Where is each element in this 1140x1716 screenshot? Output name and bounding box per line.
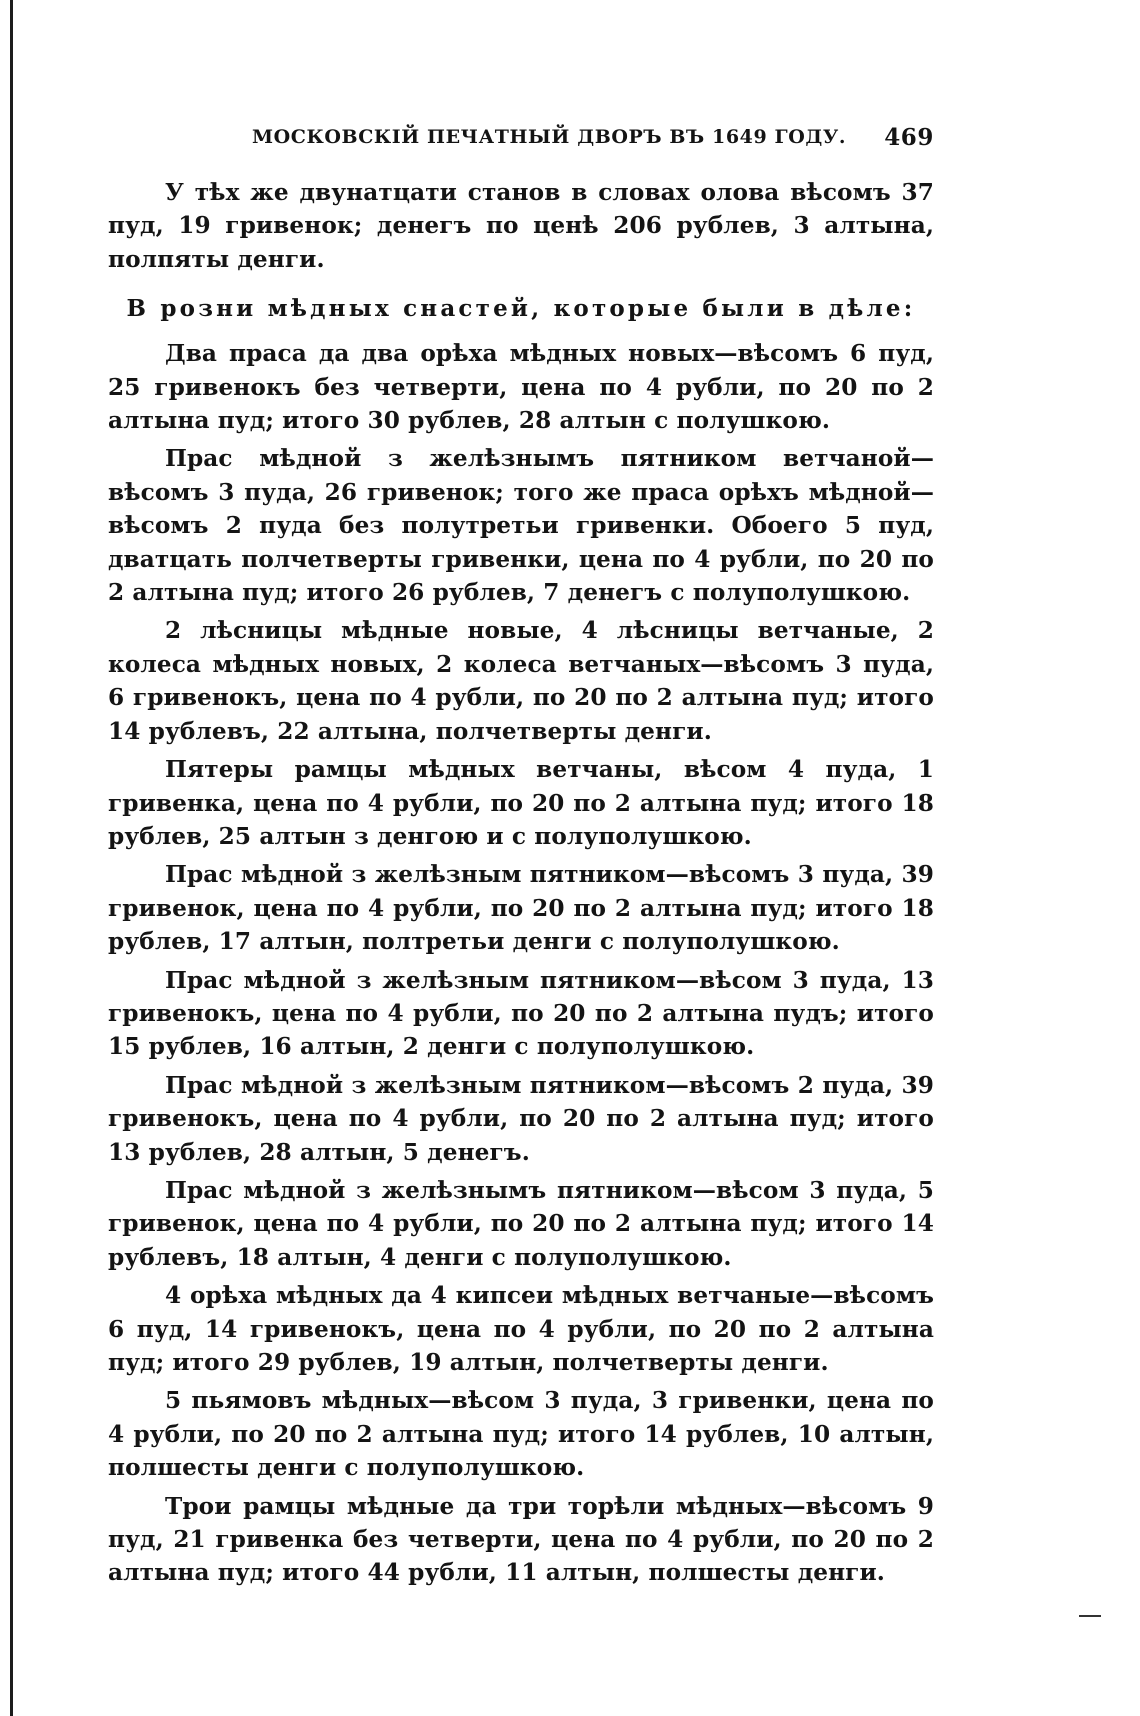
entry-paragraph: Прас мѣдной з желѣзнымъ пятником—вѣсом 3 пуда, 5 гривенок, цена по 4 рубли, по 20 по 2 алтына пуд; итого 14 рублевъ, 18 алтын, 4 денги с полуполушкою. xyxy=(108,1176,934,1271)
entry-paragraph: Прас мѣдной з желѣзным пятником—вѣсомъ 2 пуда, 39 гривенокъ, цена по 4 рубли, по 20 по 2 алтына пуд; итого 13 рублев, 28 алтын, 5 денегъ. xyxy=(108,1071,934,1166)
entry-paragraph: 2 лѣсницы мѣдные новые, 4 лѣсницы ветчаные, 2 колеса мѣдных новых, 2 колеса ветчаных—вѣсомъ 3 пуда, 6 гривенокъ, цена по 4 рубли, по 20 по 2 алтына пуд; итого 14 рублевъ, 22 алтына, полчетверты денги. xyxy=(108,617,934,745)
book-page xyxy=(108,126,934,1595)
entry-paragraph: 4 орѣха мѣдных да 4 кипсеи мѣдных ветчаные—вѣсомъ 6 пуд, 14 гривенокъ, цена по 4 рубли, по 20 по 2 алтына пуд; итого 29 рублев, 19 алтын, полчетверты денги. xyxy=(108,1282,934,1376)
running-header xyxy=(108,126,934,160)
entry-paragraph: Прас мѣдной з желѣзным пятником—вѣсом 3 пуда, 13 гривенокъ, цена по 4 рубли, по 20 по 2 алтына пудъ; итого 15 рублев, 16 алтын, 2 денги с полуполушкою. xyxy=(108,966,934,1061)
entry-paragraph: Пятеры рамцы мѣдных ветчаны, вѣсом 4 пуда, 1 гривенка, цена по 4 рубли, по 20 по 2 алтына пуд; итого 18 рублев, 25 алтын з денгою и с полуполушкою. xyxy=(108,756,934,850)
entry-paragraph: Трои рамцы мѣдные да три торѣли мѣдных—вѣсомъ 9 пуд, 21 гривенка без четверти, цена по 4 рубли, по 20 по 2 алтына пуд; итого 44 рубли, 11 алтын, полшесты денги. xyxy=(108,1492,934,1587)
entry-paragraph: Прас мѣдной з желѣзнымъ пятником ветчаной—вѣсомъ 3 пуда, 26 гривенок; того же праса орѣхъ мѣдной—вѣсомъ 2 пуда без полутретьи гривенки. Обоего 5 пуд, дватцать полчетверты гривенки, цена по 4 рубли, по 20 по 2 алтына пуд; итого 26 рублев, 7 денегъ с полуполушкою. xyxy=(108,445,934,607)
scan-mark xyxy=(1079,1615,1101,1617)
page-number: 469 xyxy=(884,124,934,151)
entries-list xyxy=(108,337,934,1590)
entry-paragraph: Два праса да два орѣха мѣдных новых—вѣсомъ 6 пуд, 25 гривенокъ без четверти, цена по 4 рубли, по 20 по 2 алтына пуд; итого 30 рублев, 28 алтын с полушкою. xyxy=(108,340,934,435)
running-title: МОСКОВСКІЙ ПЕЧАТНЫЙ ДВОРЪ ВЪ 1649 ГОДУ. xyxy=(252,126,847,148)
entry-paragraph: Прас мѣдной з желѣзным пятником—вѣсомъ 3 пуда, 39 гривенок, цена по 4 рубли, по 20 по 2 алтына пуд; итого 18 рублев, 17 алтын, полтретьи денги с полуполушкою. xyxy=(108,861,934,956)
section-heading: В розни мѣдных снастей, которые были в дѣле: xyxy=(126,295,916,323)
page-binding-edge xyxy=(10,0,13,1716)
intro-paragraph: У тѣх же двунатцати станов в словах олова вѣсомъ 37 пуд, 19 гривенок; денегъ по ценѣ 206 рублев, 3 алтына, полпяты денги. xyxy=(108,179,934,273)
entry-paragraph: 5 пьямовъ мѣдных—вѣсом 3 пуда, 3 гривенки, цена по 4 рубли, по 20 по 2 алтына пуд; итого 14 рублев, 10 алтын, полшесты денги с полуполушкою. xyxy=(108,1387,934,1482)
